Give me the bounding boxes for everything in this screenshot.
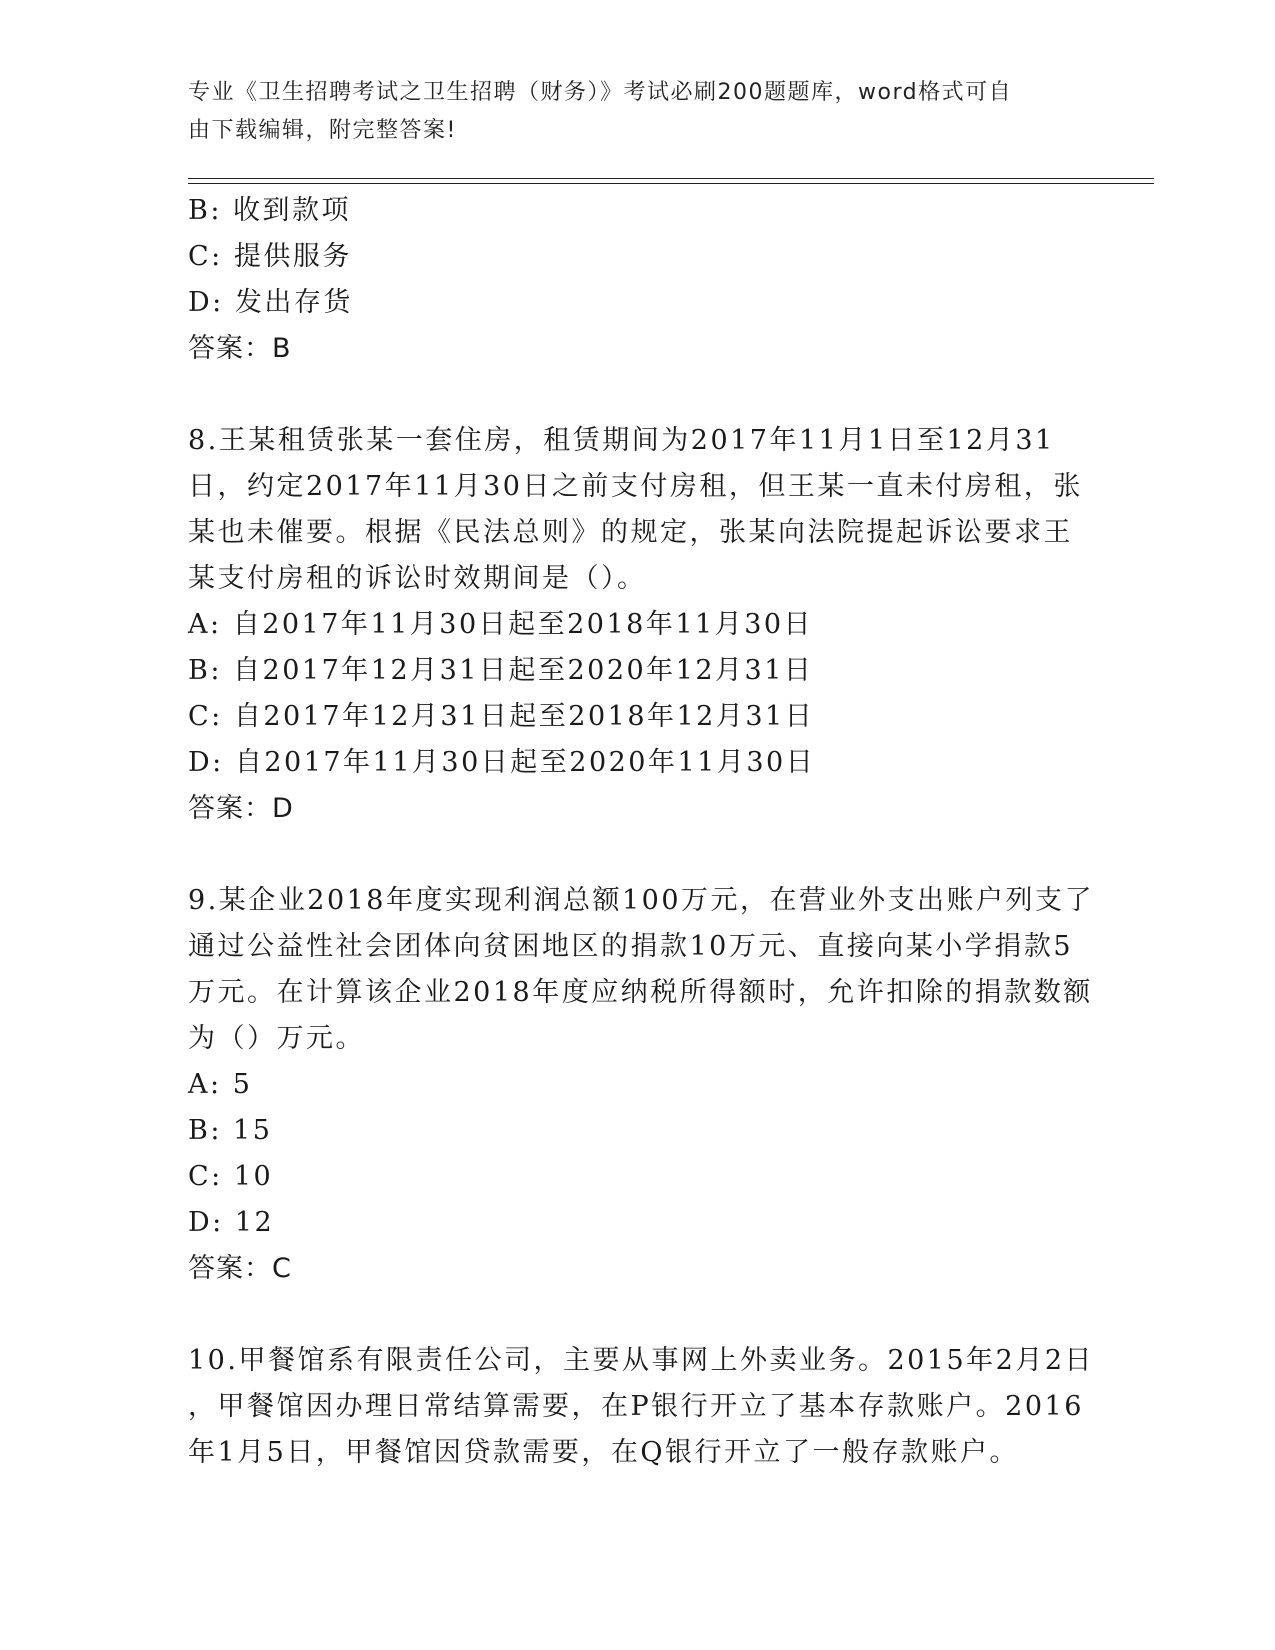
option-text: 自2017年11月30日起至2020年11月30日: [234, 747, 816, 778]
spacer: [188, 832, 1088, 878]
option-a: [188, 602, 1088, 648]
option-text: 发出存货: [234, 287, 353, 318]
question-text-line: 为（）万元。: [188, 1023, 365, 1054]
answer-label: 答案：D: [188, 793, 294, 824]
option-c: [188, 234, 1088, 280]
option-d: [188, 280, 1088, 326]
question-text-line: 万元。在计算该企业2018年度应纳税所得额时，允许扣除的捐款数额: [188, 977, 1093, 1008]
option-letter: D:: [188, 287, 224, 318]
answer-label: 答案：C: [188, 1253, 292, 1284]
option-text: 自2017年12月31日起至2018年12月31日: [233, 701, 815, 732]
spacer: [188, 372, 1088, 418]
document-header: [188, 74, 1088, 150]
header-divider-bottom: [188, 183, 1154, 184]
spacer: [188, 1292, 1088, 1338]
question-text-line: 日，约定2017年11月30日之前支付房租，但王某一直未付房租，张: [188, 471, 1083, 502]
option-text: 12: [234, 1207, 275, 1238]
option-b: [188, 1108, 1088, 1154]
question-text-line: 通过公益性社会团体向贫困地区的捐款10万元、直接向某小学捐款5: [188, 931, 1074, 962]
question-text-line: 9.某企业2018年度实现利润总额100万元，在营业外支出账户列支了: [188, 885, 1095, 916]
option-text: 自2017年12月31日起至2020年12月31日: [233, 655, 814, 686]
option-letter: C:: [188, 1161, 223, 1192]
option-text: 自2017年11月30日起至2018年11月30日: [232, 609, 814, 640]
question-text-line: 年1月5日，甲餐馆因贷款需要，在Q银行开立了一般存款账户。: [188, 1437, 1019, 1468]
question-text-line: 某也未催要。根据《民法总则》的规定，张某向法院提起诉讼要求王: [188, 517, 1073, 548]
question-text-line: 8.王某租赁张某一套住房，租赁期间为2017年11月1日至12月31: [188, 425, 1055, 456]
option-letter: A:: [188, 609, 222, 640]
question-text-line: 某支付房租的诉讼时效期间是（）。: [188, 563, 647, 594]
option-letter: B:: [188, 655, 222, 686]
question-text-line: 10.甲餐馆系有限责任公司，主要从事网上外卖业务。2015年2月2日: [188, 1345, 1095, 1376]
option-text: 10: [233, 1161, 274, 1192]
option-letter: B:: [188, 195, 222, 226]
option-c: [188, 1154, 1088, 1200]
option-a: [188, 1062, 1088, 1108]
option-text: 提供服务: [233, 241, 352, 272]
option-letter: D:: [188, 1207, 224, 1238]
option-b: [188, 188, 1088, 234]
option-text: 15: [233, 1115, 273, 1146]
option-text: 5: [232, 1069, 253, 1100]
answer-label: 答案：B: [188, 333, 292, 364]
option-d: [188, 740, 1088, 786]
header-line-1: 专业《卫生招聘考试之卫生招聘（财务）》考试必刷200题题库，word格式可自: [188, 80, 1013, 105]
option-b: [188, 648, 1088, 694]
header-divider-top: [188, 178, 1154, 179]
option-letter: D:: [188, 747, 224, 778]
question-8: [188, 418, 1088, 832]
question-fragment: [188, 188, 1088, 372]
option-d: [188, 1200, 1088, 1246]
option-letter: C:: [188, 241, 223, 272]
option-letter: C:: [188, 701, 223, 732]
option-letter: B:: [188, 1115, 222, 1146]
option-letter: A:: [188, 1069, 222, 1100]
question-10: [188, 1338, 1095, 1476]
option-c: [188, 694, 1088, 740]
option-text: 收到款项: [233, 195, 352, 226]
header-line-2: 由下载编辑，附完整答案!: [188, 118, 457, 143]
question-text-line: ，甲餐馆因办理日常结算需要，在P银行开立了基本存款账户。2016: [188, 1391, 1084, 1422]
question-9: [188, 878, 1095, 1292]
document-body: [188, 188, 1095, 1476]
